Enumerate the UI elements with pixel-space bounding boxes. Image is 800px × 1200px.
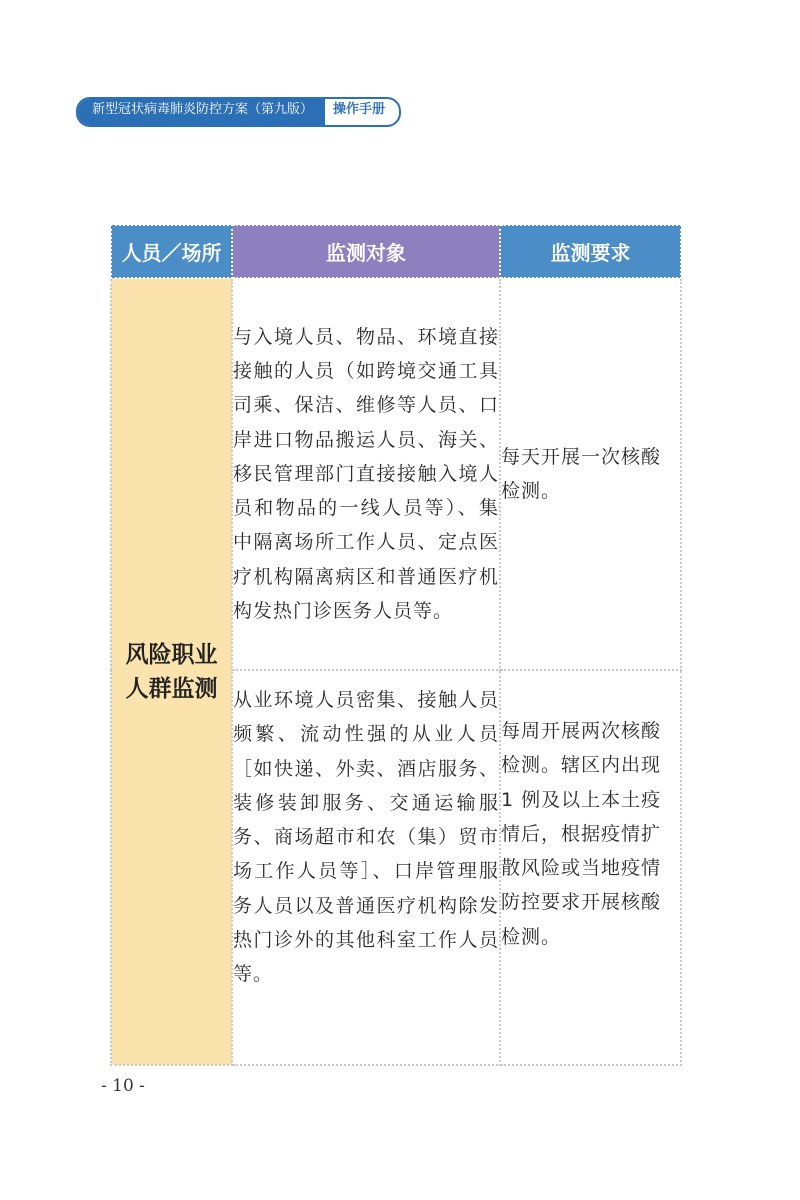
- object-cell: 与入境人员、物品、环境直接接触的人员（如跨境交通工具司乘、保洁、维修等人员、口岸进口物品搬运人员、海关、移民管理部门直接接触入境人员和物品的一线人员等）、集中隔离场所工作人员、定点医疗机构隔离病区和普通医疗机构发热门诊医务人员等。: [232, 278, 500, 670]
- header-monitoring-object: 监测对象: [232, 225, 500, 278]
- page-number: - 10 -: [101, 1076, 145, 1096]
- category-label: 风险职业人群监测: [125, 641, 218, 702]
- header-tag: 操作手册: [333, 102, 386, 117]
- table-row: [111, 278, 681, 670]
- header-monitoring-requirement: 监测要求: [500, 225, 681, 278]
- page-header-banner: [76, 97, 401, 127]
- category-cell: [111, 278, 232, 1065]
- header-person-place: 人员／场所: [111, 225, 232, 278]
- requirement-cell: 每天开展一次核酸检测。: [500, 278, 681, 670]
- monitoring-table: [110, 224, 682, 1066]
- requirement-cell: 每周开展两次核酸检测。辖区内出现 1 例及以上本土疫情后，根据疫情扩散风险或当地疫情防控要求开展核酸检测。: [500, 670, 681, 1065]
- header-title: 新型冠状病毒肺炎防控方案（第九版）: [78, 99, 325, 125]
- table-header-row: [111, 225, 681, 278]
- object-cell: 从业环境人员密集、接触人员频繁、流动性强的从业人员［如快递、外卖、酒店服务、装修装卸服务、交通运输服务、商场超市和农（集）贸市场工作人员等］、口岸管理服务人员以及普通医疗机构除发热门诊外的其他科室工作人员等。: [232, 670, 500, 1065]
